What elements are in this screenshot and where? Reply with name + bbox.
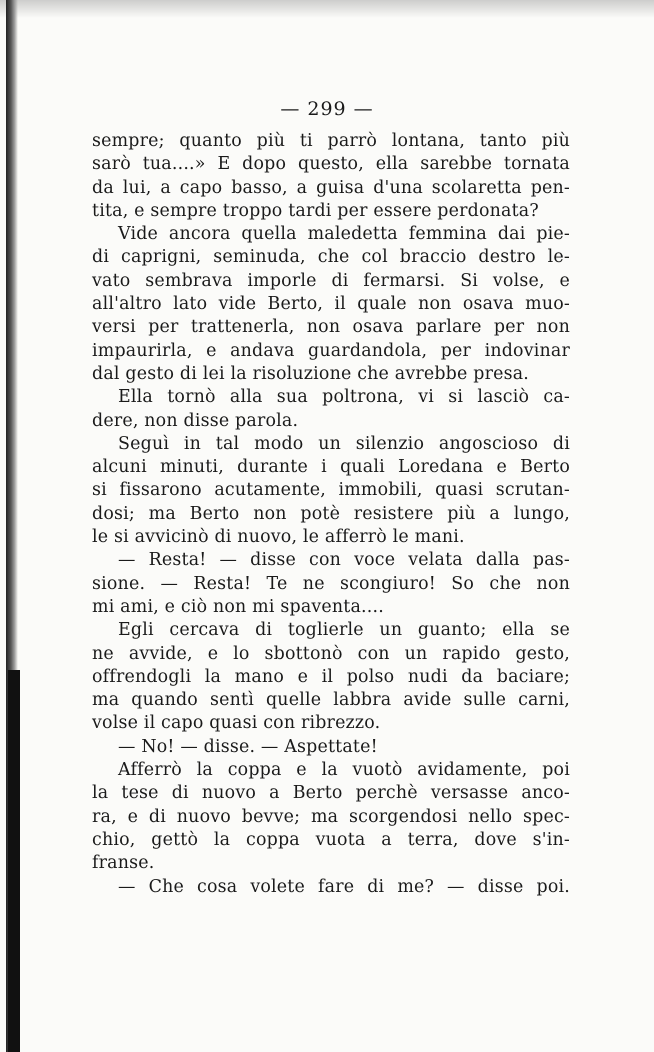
text-line: ne avvide, e lo sbottonò con un rapido gesto, <box>92 643 570 664</box>
text-line: Egli cercava di toglierle un guanto; ella se <box>118 620 570 641</box>
text-line: sempre; quanto più ti parrò lontana, tanto più <box>92 131 570 151</box>
text-line: Seguì in tal modo un silenzio angoscioso di <box>118 433 570 454</box>
text-line: mi ami, e ciò non mi spaventa.... <box>92 596 384 617</box>
page-top-shadow <box>0 0 654 18</box>
text-line: offrendogli la mano e il polso nudi da baciare; <box>92 666 570 687</box>
text-line: sione. — Resta! Te ne scongiuro! So che non <box>92 573 570 594</box>
text-line: ma quando sentì quelle labbra avide sulle carni, <box>92 690 570 711</box>
book-spine-shadow <box>8 670 20 1052</box>
text-line: impaurirla, e andava guardandola, per indovinar <box>92 340 570 361</box>
text-line: versi per trattenerla, non osava parlare per non <box>92 317 570 338</box>
text-line: si fissarono acutamente, immobili, quasi scrutan- <box>92 480 570 501</box>
text-line: all'altro lato vide Berto, il quale non osava muo- <box>92 294 570 315</box>
body-text <box>92 130 570 899</box>
page-number: — 299 — <box>280 98 374 120</box>
text-line: di caprigni, seminuda, che col braccio destro le- <box>92 247 570 268</box>
text-line: — Resta! — disse con voce velata dalla pas- <box>118 550 570 571</box>
text-line: la tese di nuovo a Berto perchè versasse anco- <box>92 783 570 804</box>
text-line: chio, gettò la coppa vuota a terra, dove s'in- <box>92 829 570 850</box>
text-line: Vide ancora quella maledetta femmina dai pie- <box>118 224 570 245</box>
text-line: franse. <box>92 853 155 874</box>
text-line: Ella tornò alla sua poltrona, vi si lasciò ca- <box>118 387 570 408</box>
text-line: — No! — disse. — Aspettate! <box>118 736 378 757</box>
text-line: volse il capo quasi con ribrezzo. <box>92 713 381 734</box>
text-line: Afferrò la coppa e la vuotò avidamente, poi <box>118 760 570 781</box>
text-line: sarò tua....» E dopo questo, ella sarebbe tornata <box>92 154 570 175</box>
text-line: ra, e di nuovo bevve; ma scorgendosi nello spec- <box>92 806 570 827</box>
text-line: dosi; ma Berto non potè resistere più a lungo, <box>92 503 570 524</box>
text-line: le si avvicinò di nuovo, le afferrò le mani. <box>92 527 465 548</box>
text-line: tita, e sempre troppo tardi per essere perdonata? <box>92 200 539 221</box>
text-line: da lui, a capo basso, a guisa d'una scolaretta pen- <box>92 177 570 198</box>
text-line: alcuni minuti, durante i quali Loredana e Berto <box>92 457 570 478</box>
text-line: vato sembrava imporle di fermarsi. Si volse, e <box>92 270 570 291</box>
text-line: dal gesto di lei la risoluzione che avrebbe presa. <box>92 363 529 384</box>
text-line: dere, non disse parola. <box>92 410 299 431</box>
text-line: — Che cosa volete fare di me? — disse poi. <box>118 876 570 897</box>
